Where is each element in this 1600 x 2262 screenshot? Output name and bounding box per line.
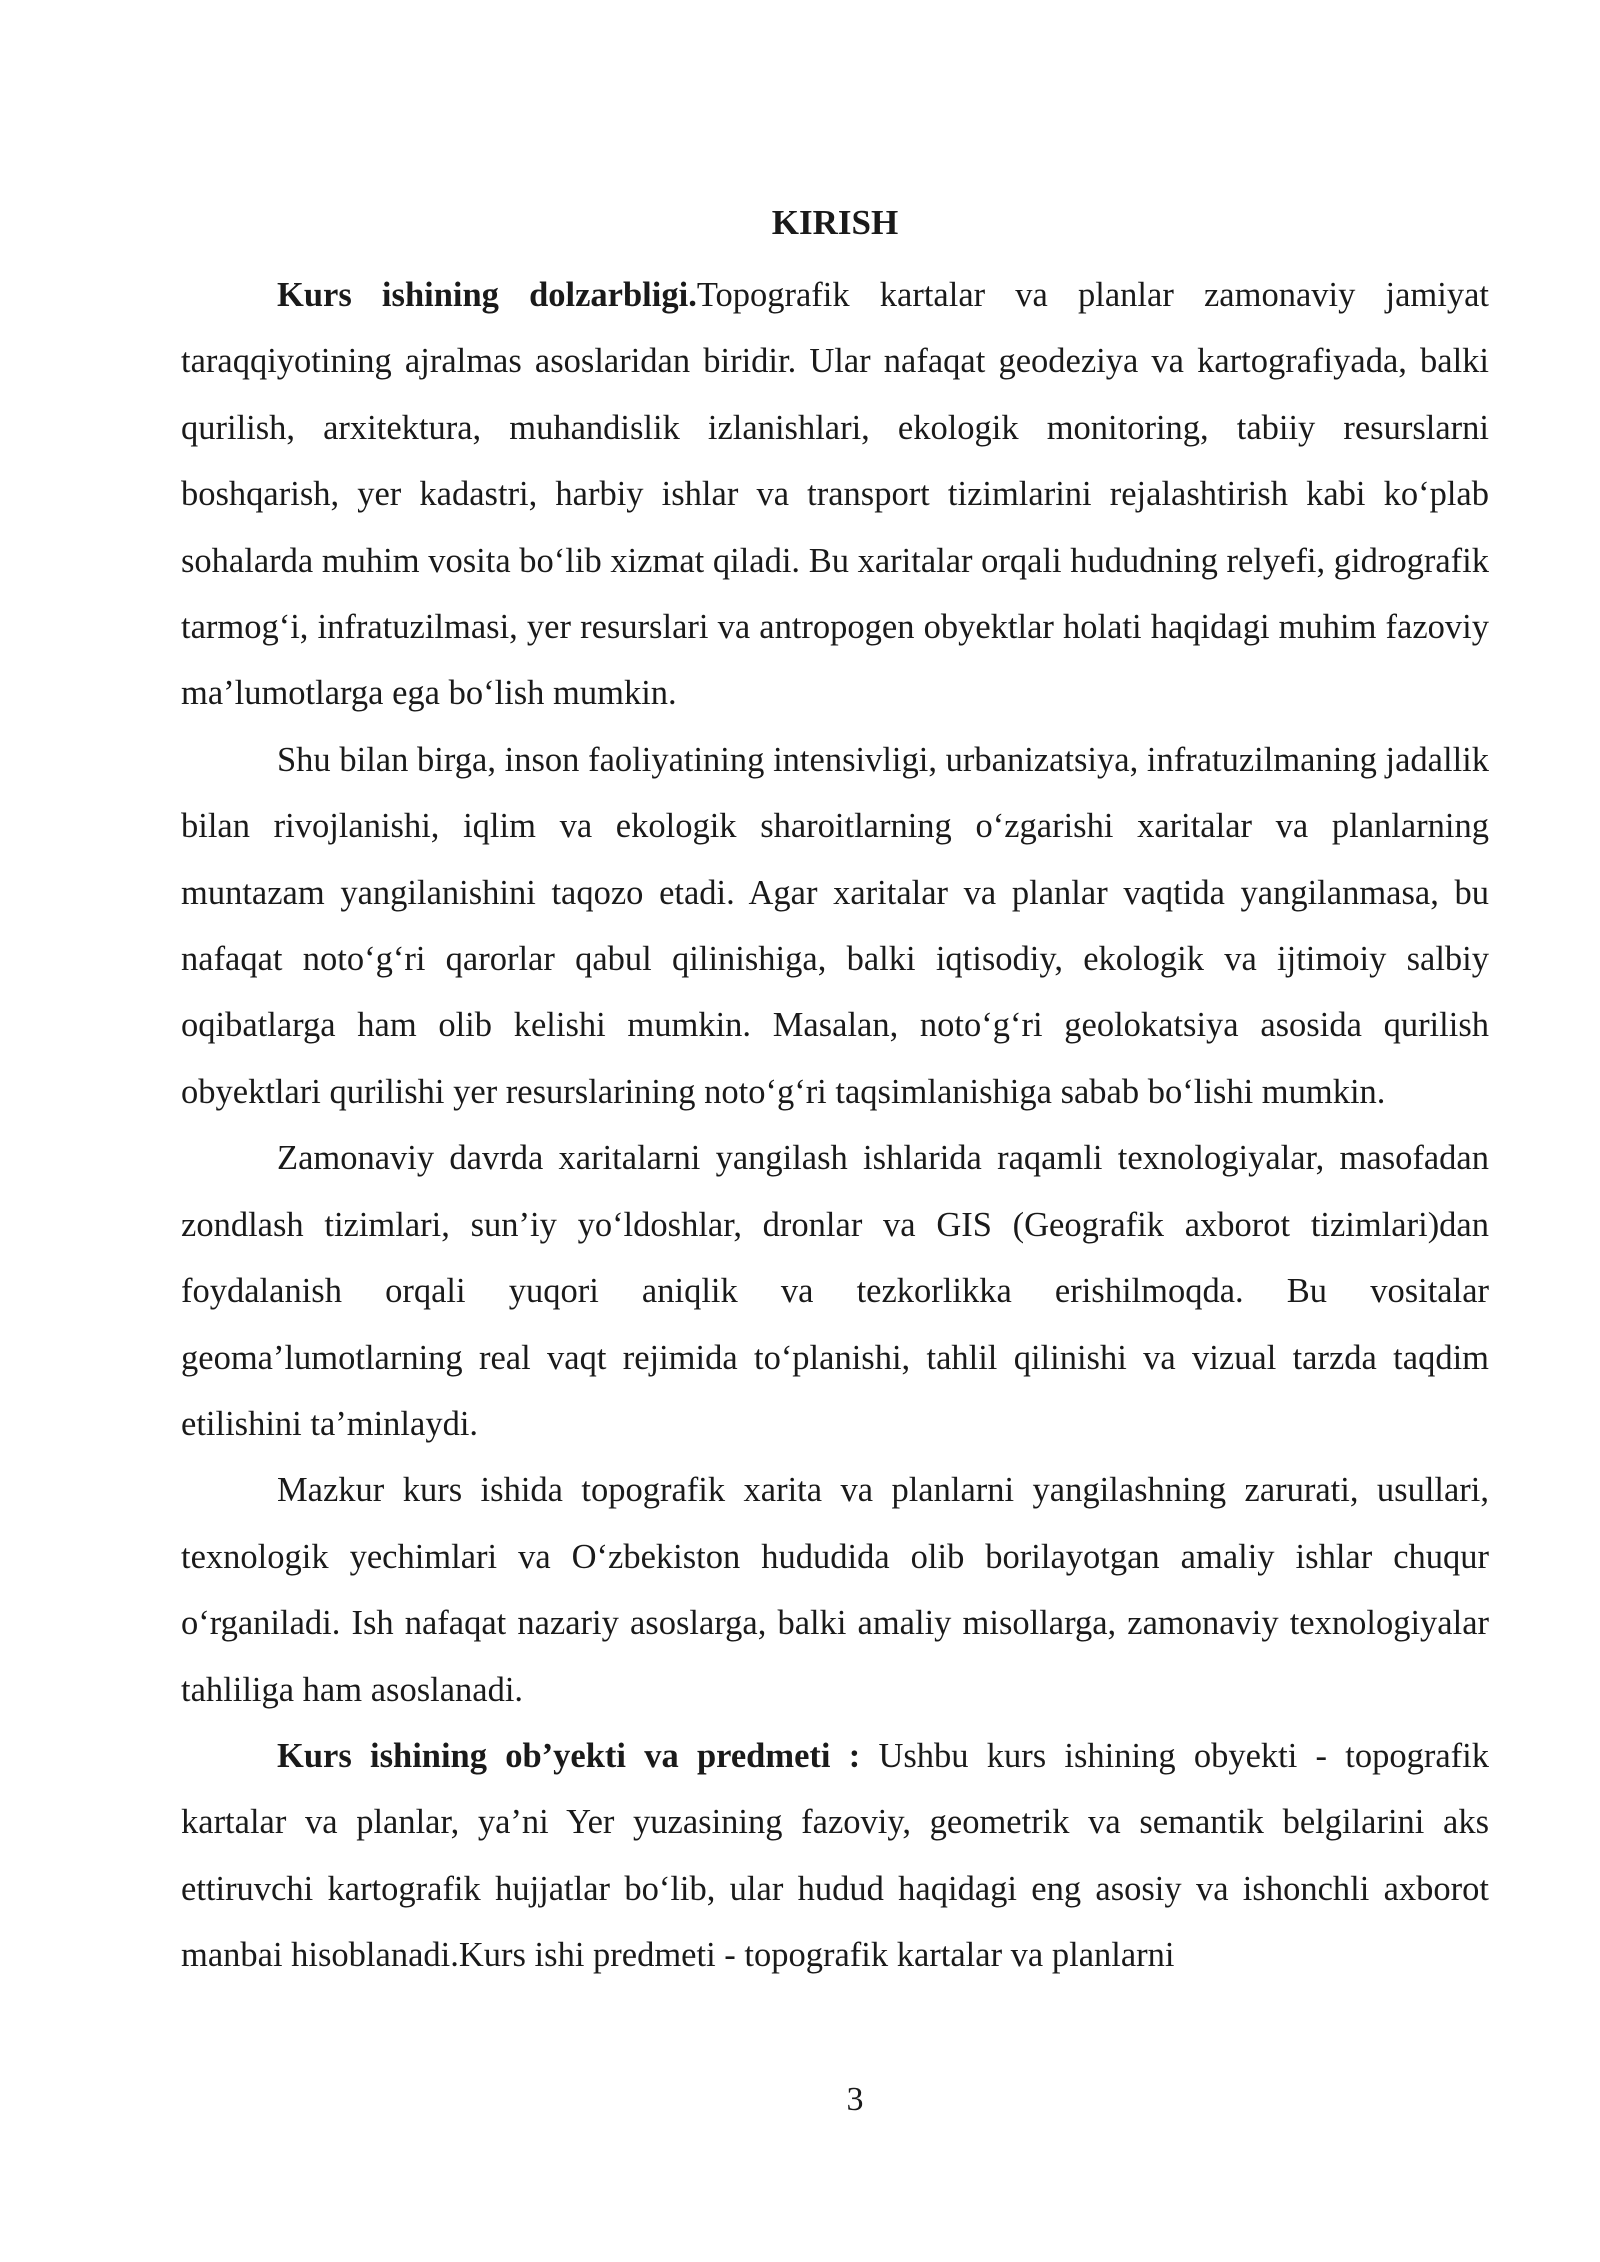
paragraph-text: Mazkur kurs ishida topografik xarita va planlarni yangilashning zarurati, usullari, texnologik yechimlari va O‘zbekiston hududida olib borilayotgan amaliy ishlar chuqur o‘rganiladi. Ish nafaqat nazariy asoslarga, balki amaliy misollarga, zamonaviy texnologiyalar tahliliga ham asoslanadi. (181, 1471, 1489, 1709)
paragraph-text: Zamonaviy davrda xaritalarni yangilash ishlarida raqamli texnologiyalar, masofadan zondlash tizimlari, sun’iy yo‘ldoshlar, dronlar va GIS (Geografik axborot tizimlari)dan foydalanish orqali yuqori aniqlik va tezkorlikka erishilmoqda. Bu vositalar geoma’lumotlarning real vaqt rejimida to‘planishi, tahlil qilinishi va vizual tarzda taqdim etilishini ta’minlaydi. (181, 1139, 1489, 1443)
page-number: 3 (846, 2081, 864, 2118)
paragraph-text: Ushbu kurs ishining obyekti - topografik kartalar va planlar, ya’ni Yer yuzasining fazoviy, geometrik va semantik belgilarini aks ettiruvchi kartografik hujjatlar bo‘lib, ular hudud haqidagi eng asosiy va ishonchli axborot manbai hisoblanadi.Kurs ishi predmeti - topografik kartalar va planlarni (181, 1736, 1490, 1975)
paragraph-lead: Kurs ishining ob’yekti va predmeti : (277, 1736, 879, 1775)
section-heading: KIRISH (771, 203, 899, 242)
page-content (181, 196, 1489, 1989)
paragraph-relevance (181, 262, 1489, 727)
paragraph-text: Topografik kartalar va planlar zamonaviy jamiyat taraqqiyotining ajralmas asoslaridan biridir. Ular nafaqat geodeziya va kartografiyada, balki qurilish, arxitektura, muhandislik izlanishlari, ekologik monitoring, tabiiy resurslarni boshqarish, yer kadastri, harbiy ishlar va transport tizimlarini rejalashtirish kabi ko‘plab sohalarda muhim vosita bo‘lib xizmat qiladi. Bu xaritalar orqali hududning relyefi, gidrografik tarmog‘i, infratuzilmasi, yer resurslari va antropogen obyektlar holati haqidagi muhim fazoviy ma’lumotlarga ega bo‘lish mumkin. (181, 276, 1489, 713)
paragraph-course-scope (181, 1457, 1489, 1723)
paragraph-text: Shu bilan birga, inson faoliyatining intensivligi, urbanizatsiya, infratuzilmaning jadallik bilan rivojlanishi, iqlim va ekologik sharoitlarning o‘zgarishi xaritalar va planlarning muntazam yangilanishini taqozo etadi. Agar xaritalar va planlar vaqtida yangilanmasa, bu nafaqat noto‘g‘ri qarorlar qabul qilinishiga, balki iqtisodiy, ekologik va ijtimoiy salbiy oqibatlarga ham olib kelishi mumkin. Masalan, noto‘g‘ri geolokatsiya asosida qurilish obyektlari qurilishi yer resurslarining noto‘g‘ri taqsimlanishiga sabab bo‘lishi mumkin. (181, 740, 1489, 1111)
paragraph-lead: Kurs ishining dolzarbligi. (277, 276, 697, 314)
paragraph-modern-technologies (181, 1125, 1489, 1457)
paragraph-urbanization (181, 727, 1489, 1125)
paragraph-object-subject (181, 1723, 1489, 1989)
